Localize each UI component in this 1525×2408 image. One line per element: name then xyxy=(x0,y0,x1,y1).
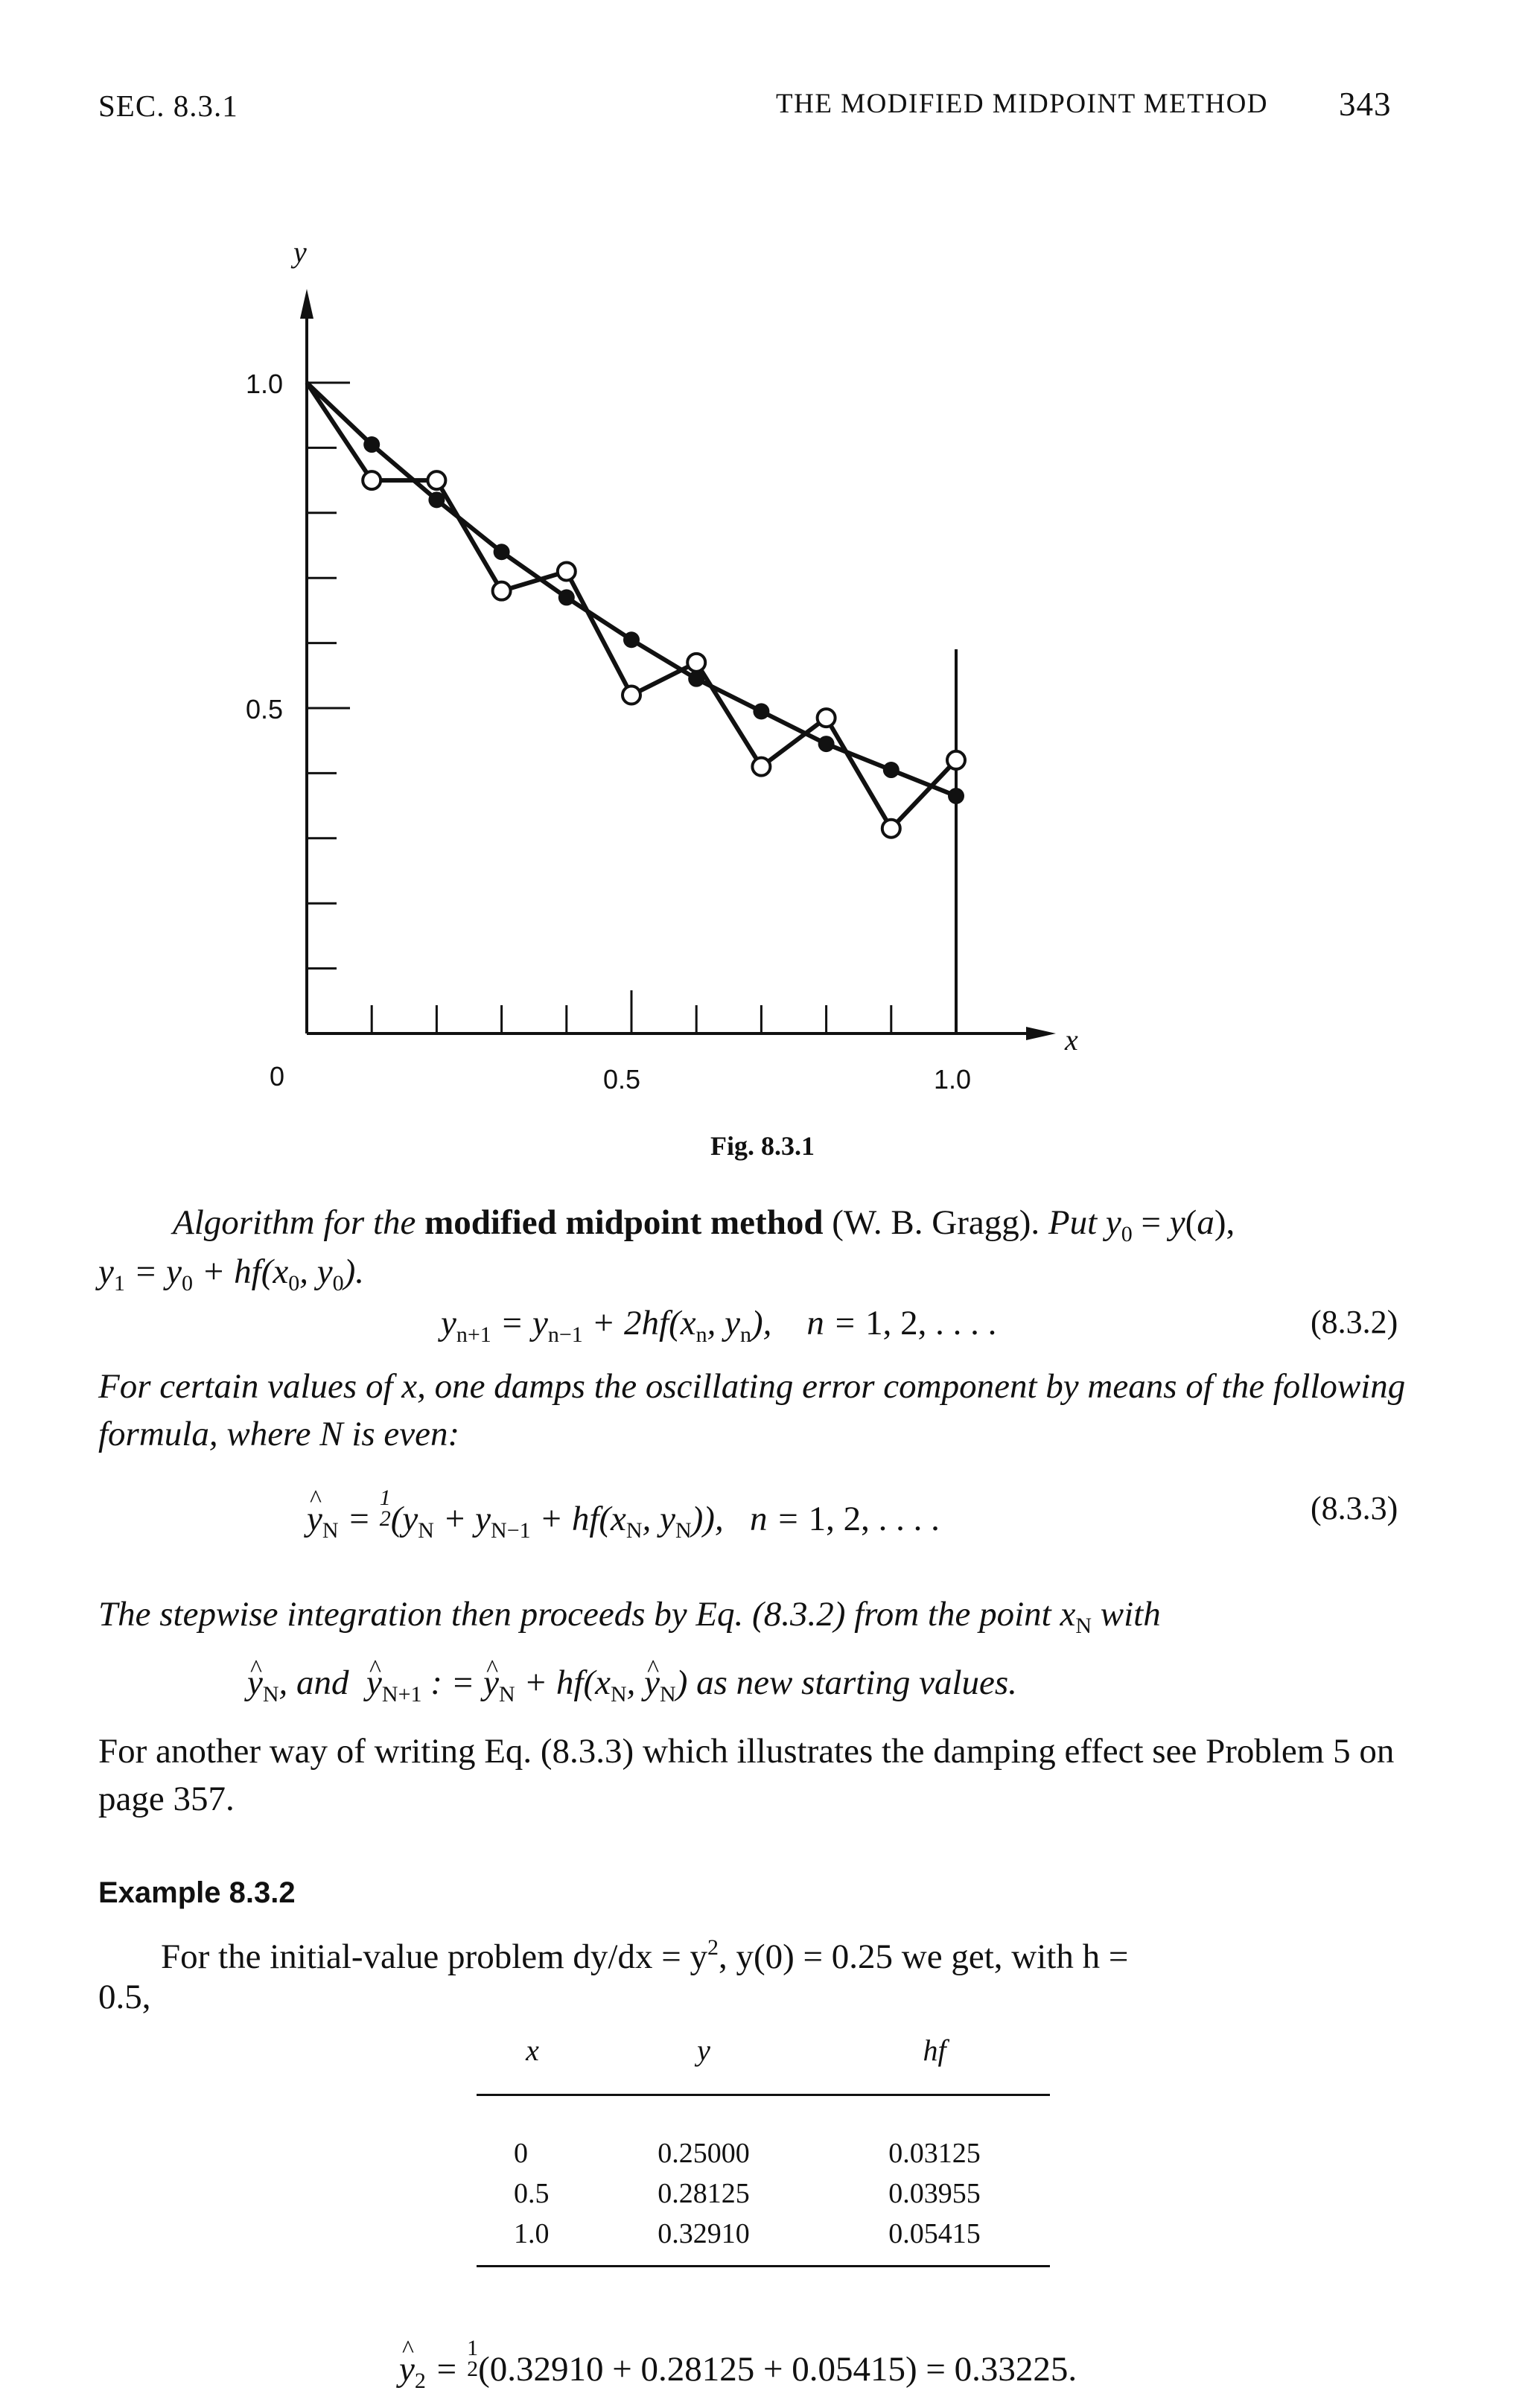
data-point-open xyxy=(427,471,445,489)
example-intro: For the initial-value problem $dy/dx = y^2$, y(0) = 0.25 we get, with h = xyxy=(161,1935,1129,1976)
data-point-open xyxy=(752,758,770,776)
new-starting-values: ^ $y_N$, and ^ $y_{N+1}$ : = ^ $y_N + hf(x_N$, ^ $y_N$) as new starting values. xyxy=(247,1659,1017,1719)
x-axis-arrow xyxy=(1026,1027,1056,1040)
data-point-filled xyxy=(428,491,445,508)
table-cell: 1.0 xyxy=(514,2218,550,2249)
data-point-open xyxy=(558,562,576,580)
figure-caption: Fig. 8.3.1 xyxy=(710,1131,815,1161)
series-line-open xyxy=(307,383,956,829)
y-axis-arrow xyxy=(300,289,313,319)
data-point-filled xyxy=(363,436,380,453)
data-point-open xyxy=(623,687,640,704)
table-cell: 0.25000 xyxy=(658,2138,750,2169)
figure-chart xyxy=(0,0,1525,1117)
page-number: 343 xyxy=(1339,86,1392,123)
table-row xyxy=(477,2173,1050,2214)
data-point-open xyxy=(493,582,511,600)
stepwise-text: The stepwise integration then proceeds by Eq. (8.3.2) from the point $x_N$ with xyxy=(98,1595,1161,1638)
data-point-open xyxy=(882,820,900,838)
chart-series-lines xyxy=(307,383,956,829)
final-equation: ^ $y_2 = 1$ 2(0.32910 + 0.28125 + 0.05415) = 0.33225. xyxy=(399,2338,1077,2394)
column-header: y xyxy=(697,2033,710,2067)
data-point-filled xyxy=(883,762,900,778)
table-cell: 0.03125 xyxy=(888,2138,981,2169)
x-tick-label: 1.0 xyxy=(934,1064,972,1095)
data-point-filled xyxy=(688,671,704,687)
equation-8-3-2: $y_{n+1} = y_{n-1} + 2hf(x_n$, $y_n$), n = 1, 2, . . . . xyxy=(441,1304,997,1347)
equation-8-3-3: ^ $y_N = 1$ $2(y_N + y_{N-1} + hf(x_N$, $y_N$)), n = 1, 2, . . . . xyxy=(307,1488,940,1544)
algorithm-init: $y_1 = y_0 + hf(x_0$, $y_0$). xyxy=(98,1252,365,1296)
column-header: hf xyxy=(923,2033,946,2067)
algorithm-intro: Algorithm for the modified midpoint method (W. B. Gragg). Put $y_0 = y(a)$, xyxy=(173,1203,1235,1246)
equation-number-8-3-2: (8.3.2) xyxy=(1311,1304,1398,1340)
data-point-filled xyxy=(753,703,769,719)
x-tick-label: 0 xyxy=(270,1061,285,1092)
example-intro-cont: 0.5, xyxy=(98,1978,151,2016)
table-cell: 0.28125 xyxy=(658,2178,750,2209)
data-point-filled xyxy=(623,631,640,648)
damping-paragraph: For another way of writing Eq. (8.3.3) which illustrates the damping effect see Problem 5 on page 357. xyxy=(98,1732,1395,1818)
data-point-open xyxy=(687,654,705,672)
table-header-row xyxy=(477,2033,1050,2089)
y-tick-label: 0.5 xyxy=(246,694,284,724)
data-point-open xyxy=(363,471,381,489)
damping-text: For certain values of x, one damps the oscillating error component by means of the following formula, where N is even: xyxy=(98,1367,1406,1453)
table-cell: 0.5 xyxy=(514,2178,550,2209)
y-axis-label: y xyxy=(293,235,307,269)
table-rule-bottom xyxy=(477,2265,1050,2267)
table-row xyxy=(477,2133,1050,2173)
equation-number-8-3-3: (8.3.3) xyxy=(1311,1490,1398,1526)
table-cell: 0.32910 xyxy=(658,2218,750,2249)
data-point-filled xyxy=(818,736,835,752)
table-cell: 0.05415 xyxy=(888,2218,981,2249)
section-number: SEC. 8.3.1 xyxy=(98,89,238,123)
table-rule-top xyxy=(477,2094,1050,2096)
data-point-filled xyxy=(494,544,510,560)
y-tick-label: 1.0 xyxy=(246,369,284,399)
chart-markers xyxy=(363,436,965,838)
example-table xyxy=(477,2033,1050,2254)
running-title: THE MODIFIED MIDPOINT METHOD xyxy=(776,89,1269,119)
table-row xyxy=(477,2214,1050,2254)
column-header: x xyxy=(526,2033,539,2067)
chart-labels xyxy=(246,235,1078,1095)
example-heading: Example 8.3.2 xyxy=(98,1876,296,1909)
table-cell: 0 xyxy=(514,2138,528,2169)
chart-axes xyxy=(300,289,1056,1040)
data-point-open xyxy=(818,709,835,727)
data-point-filled xyxy=(948,788,964,804)
data-point-open xyxy=(947,751,965,769)
data-point-filled xyxy=(558,589,575,605)
series-line-filled xyxy=(307,383,956,796)
table-cell: 0.03955 xyxy=(888,2178,981,2209)
x-tick-label: 0.5 xyxy=(603,1064,641,1095)
x-axis-label: x xyxy=(1065,1023,1078,1057)
